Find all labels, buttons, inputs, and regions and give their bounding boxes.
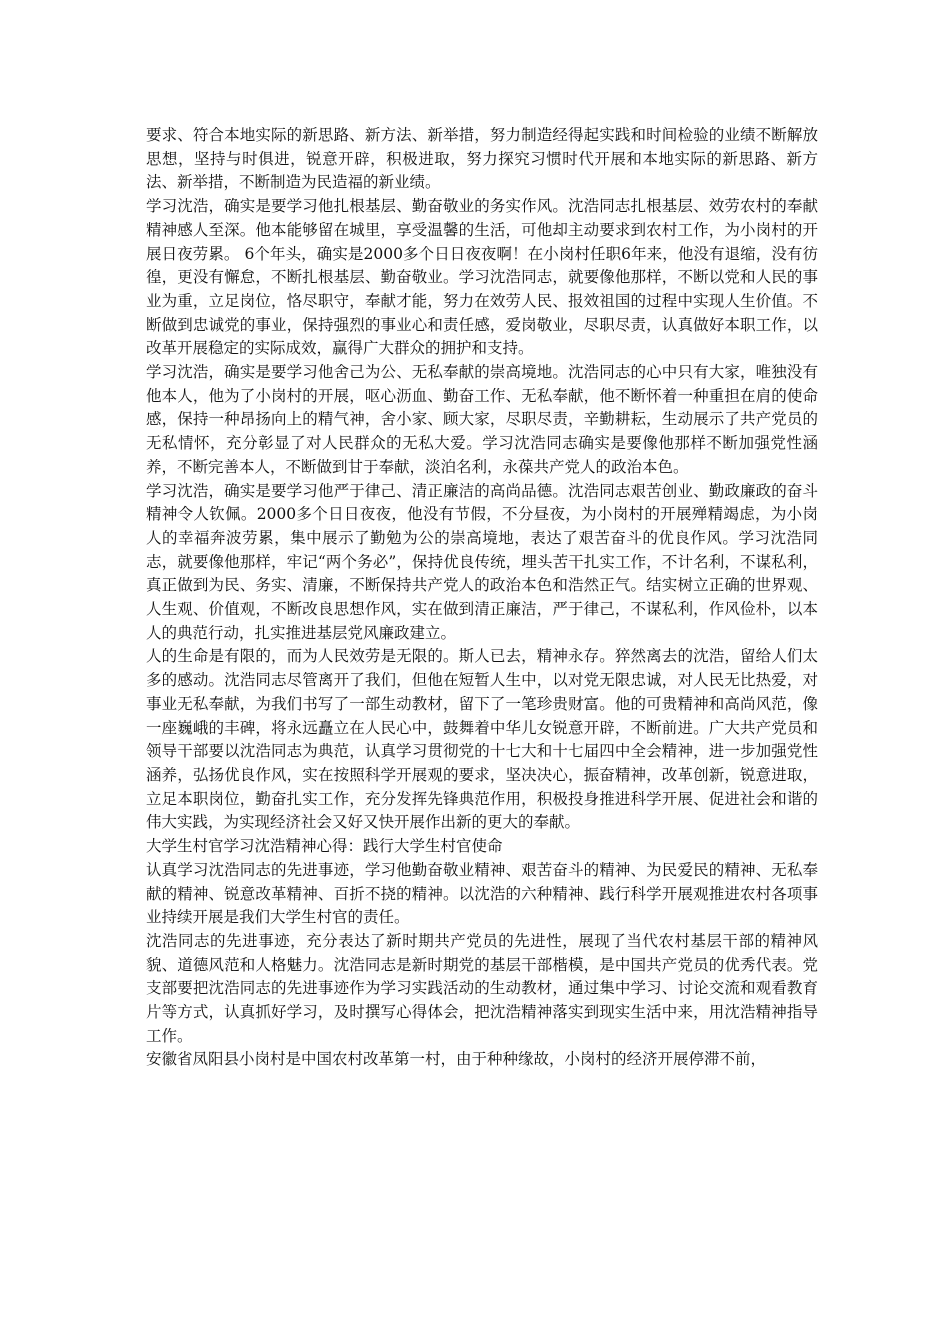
paragraph-8: 安徽省凤阳县小岗村是中国农村改革第一村，由于种种缘故，小岗村的经济开展停滞不前，	[146, 1050, 767, 1069]
paragraph-2: 学习沈浩，确实是要学习他扎根基层、勤奋敬业的务实作风。沈浩同志扎根基层、效劳农村的奉献精神感人至深。他本能够留在城里，享受温馨的生活，可他却主动要求到农村工作，为小岗村的开展日夜劳累。 6个年头，确实是2000多个日日夜夜啊！在小岗村任职6年来，他没有退缩，没有彷徨，更没有懈怠，不断扎根基层、勤奋敬业。学习沈浩同志，就要像他那样，不断以党和人民的事业为重，立足岗位，恪尽职守，奉献才能，努力在效劳人民、报效祖国的过程中实现人生价值。不断做到忠诚党的事业，保持强烈的事业心和责任感，爱岗敬业，尽职尽责，认真做好本职工作，以改革开展稳定的实际成效，赢得广大群众的拥护和支持。	[146, 197, 818, 358]
paragraph-4: 学习沈浩，确实是要学习他严于律己、清正廉洁的高尚品德。沈浩同志艰苦创业、勤政廉政的奋斗精神令人钦佩。2000多个日日夜夜，他没有节假，不分昼夜，为小岗村的开展殚精竭虑，为小岗人的幸福奔波劳累，集中展示了勤勉为公的崇高境地，表达了艰苦奋斗的优良作风。学习沈浩同志，就要像他那样，牢记“两个务必”，保持优良传统，埋头苦干扎实工作，不计名利，不谋私利，真正做到为民、务实、清廉，不断保持共产党人的政治本色和浩然正气。结实树立正确的世界观、人生观、价值观，不断改良思想作风，实在做到清正廉洁，严于律己，不谋私利，作风俭朴，以本人的典范行动，扎实推进基层党风廉政建立。	[146, 481, 818, 642]
paragraph-5: 人的生命是有限的，而为人民效劳是无限的。斯人已去，精神永存。猝然离去的沈浩，留给人们太多的感动。沈浩同志尽管离开了我们，但他在短暂人生中，以对党无限忠诚，对人民无比热爱，对事业无私奉献，为我们书写了一部生动教材，留下了一笔珍贵财富。他的可贵精神和高尚风范，像一座巍峨的丰碑，将永远矗立在人民心中，鼓舞着中华儿女锐意开辟，不断前进。广大共产党员和领导干部要以沈浩同志为典范，认真学习贯彻党的十七大和十七届四中全会精神，进一步加强党性涵养，弘扬优良作风，实在按照科学开展观的要求，坚决决心，振奋精神，改革创新，锐意进取，立足本职岗位，勤奋扎实工作，充分发挥先锋典范作用，积极投身推进科学开展、促进社会和谐的伟大实践，为实现经济社会又好又快开展作出新的更大的奉献。	[146, 647, 818, 832]
paragraph-7: 沈浩同志的先进事迹，充分表达了新时期共产党员的先进性，展现了当代农村基层干部的精神风貌、道德风范和人格魅力。沈浩同志是新时期党的基层干部楷模，是中国共产党员的优秀代表。党支部要把沈浩同志的先进事迹作为学习实践活动的生动教材，通过集中学习、讨论交流和观看教育片等方式，认真抓好学习，及时撰写心得体会，把沈浩精神落实到现实生活中来，用沈浩精神指导工作。	[146, 931, 818, 1045]
document-body	[146, 124, 818, 1072]
paragraph-3: 学习沈浩，确实是要学习他舍己为公、无私奉献的崇高境地。沈浩同志的心中只有大家，唯独没有他本人，他为了小岗村的开展，呕心沥血、勤奋工作、无私奉献，他不断怀着一种重担在肩的使命感，保持一种昂扬向上的精气神，舍小家、顾大家，尽职尽责，辛勤耕耘，生动展示了共产党员的无私情怀，充分彰显了对人民群众的无私大爱。学习沈浩同志确实是要像他那样不断加强党性涵养，不断完善本人，不断做到甘于奉献，淡泊名利，永葆共产党人的政治本色。	[146, 363, 818, 476]
paragraph-1: 要求、符合本地实际的新思路、新方法、新举措，努力制造经得起实践和时间检验的业绩不断解放思想，坚持与时俱进，锐意开辟，积极进取，努力探究习惯时代开展和本地实际的新思路、新方法、新举措，不断制造为民造福的新业绩。	[146, 126, 818, 192]
section-heading: 大学生村官学习沈浩精神心得：践行大学生村官使命	[146, 837, 503, 856]
paragraph-6: 认真学习沈浩同志的先进事迹，学习他勤奋敬业精神、艰苦奋斗的精神、为民爱民的精神、无私奉献的精神、锐意改革精神、百折不挠的精神。以沈浩的六种精神、践行科学开展观推进农村各项事业持续开展是我们大学生村官的责任。	[146, 860, 818, 927]
